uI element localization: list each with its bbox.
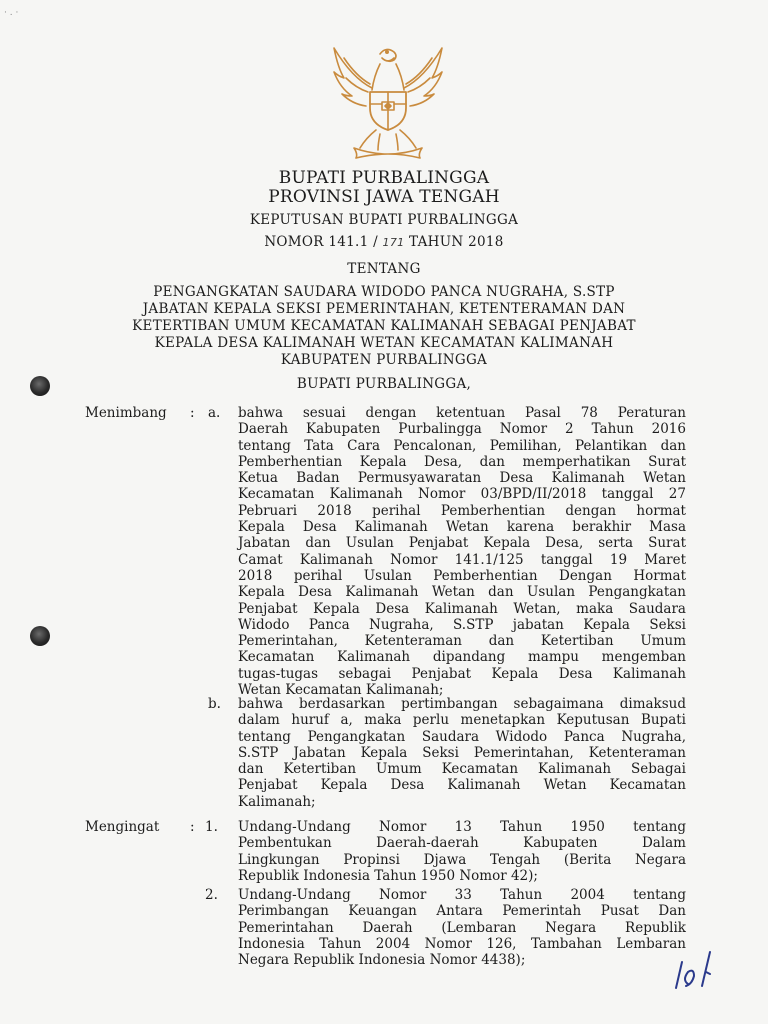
tentang-heading: TENTANG (347, 261, 421, 277)
text-line: bahwa sesuai dengan ketentuan Pasal 78 Peraturan (238, 405, 686, 421)
text-line: tentang Tata Cara Pencalonan, Pemilihan, Pelantikan dan (238, 437, 686, 454)
text-line: Pebruari 2018 perihal Pemberhentian dengan hormat (238, 502, 686, 519)
text-line: Jabatan dan Usulan Penjabat Kepala Desa, serta Surat (238, 535, 686, 552)
text-line: Daerah Kabupaten Purbalingga Nomor 2 Tahun 2016 (238, 421, 686, 438)
text-line: Pembentukan Daerah-daerah Kabupaten Dalam (238, 835, 686, 852)
text-line: Penjabat Kepala Desa Kalimanah Wetan Kecamatan (238, 777, 686, 794)
text-line: Indonesia Tahun 2004 Nomor 126, Tambahan Lembaran (238, 935, 686, 952)
text-line: 2018 perihal Usulan Pemberhentian Dengan Hormat (238, 567, 686, 584)
punch-hole (30, 376, 50, 396)
punch-hole (30, 626, 50, 646)
mengingat-label: Mengingat (85, 819, 160, 835)
text-line: Wetan Kecamatan Kalimanah; (238, 682, 444, 699)
subject-line: KABUPATEN PURBALINGGA (280, 352, 488, 368)
text-line: Undang-Undang Nomor 13 Tahun 1950 tentang (238, 819, 686, 835)
menimbang-clause-b (238, 696, 686, 810)
menimbang-label: Menimbang (85, 405, 167, 421)
number-suffix: TAHUN 2018 (409, 234, 504, 250)
text-line: Kepala Desa Kalimanah Wetan karena berakhir Masa (238, 519, 686, 536)
text-line: Negara Republik Indonesia Nomor 4438); (238, 952, 526, 969)
text-line: dalam huruf a, maka perlu menetapkan Keputusan Bupati (238, 712, 686, 729)
text-line: tentang Pengangkatan Saudara Widodo Panca Nugraha, (238, 728, 686, 745)
decree-number (0, 234, 768, 250)
text-line: Undang-Undang Nomor 33 Tahun 2004 tentang (238, 887, 686, 903)
issuer-title: BUPATI PURBALINGGA (278, 168, 490, 188)
mengingat-item-2 (238, 887, 686, 968)
mengingat-item-1 (238, 819, 686, 884)
subject-line: KETERTIBAN UMUM KECAMATAN KALIMANAH SEBAGAI PENJABAT (132, 318, 636, 334)
text-line: Kepala Desa Kalimanah Wetan dan Usulan Pengangkatan (238, 584, 686, 601)
text-line: Lingkungan Propinsi Djawa Tengah (Berita Negara (238, 851, 686, 868)
clause-marker: 2. (205, 887, 218, 903)
number-prefix: NOMOR 141.1 / (264, 234, 378, 250)
clause-marker: a. (208, 405, 221, 421)
text-line: Republik Indonesia Tahun 1950 Nomor 42); (238, 867, 538, 884)
text-line: Widodo Panca Nugraha, S.STP jabatan Kepala Seksi (238, 616, 686, 633)
subject-line: KEPALA DESA KALIMANAH WETAN KECAMATAN KALIMANAH (154, 335, 614, 351)
text-line: Kalimanah; (238, 793, 316, 810)
signature-initials-icon (668, 944, 738, 992)
text-line: bahwa berdasarkan pertimbangan sebagaimana dimaksud (238, 696, 686, 712)
menimbang-clause-a (238, 405, 686, 698)
menimbang-colon: : (190, 405, 195, 421)
text-line: tugas-tugas sebagai Penjabat Kepala Desa Kalimanah (238, 665, 686, 682)
decree-title: KEPUTUSAN BUPATI PURBALINGGA (249, 212, 519, 228)
clause-marker: 1. (205, 819, 218, 835)
subject-line: JABATAN KEPALA SEKSI PEMERINTAHAN, KETENTERAMAN DAN (142, 301, 626, 317)
authority-heading: BUPATI PURBALINGGA, (296, 376, 472, 392)
mengingat-colon: : (190, 819, 195, 835)
text-line: Penjabat Kepala Desa Kalimanah Wetan, maka Saudara (238, 600, 686, 617)
scan-mark: · . · (4, 8, 19, 18)
clause-marker: b. (208, 696, 221, 712)
garuda-emblem-icon (324, 40, 452, 164)
text-line: Pemberhentian Kepala Desa, dan memperhatikan Surat (238, 453, 686, 470)
text-line: Kecamatan Kalimanah dipandang mampu mengemban (238, 649, 686, 666)
text-line: dan Ketertiban Umum Kecamatan Kalimanah Sebagai (238, 761, 686, 778)
subject-line: PENGANGKATAN SAUDARA WIDODO PANCA NUGRAHA, S.STP (153, 284, 615, 300)
number-handwritten: 171 (382, 236, 405, 249)
text-line: Pemerintahan, Ketenteraman dan Ketertiban Umum (238, 633, 686, 650)
text-line: Perimbangan Keuangan Antara Pemerintah Pusat Dan (238, 903, 686, 920)
text-line: Camat Kalimanah Nomor 141.1/125 tanggal 19 Maret (238, 551, 686, 568)
text-line: Ketua Badan Permusyawaratan Desa Kalimanah Wetan (238, 470, 686, 487)
province-title: PROVINSI JAWA TENGAH (268, 187, 500, 207)
text-line: Kecamatan Kalimanah Nomor 03/BPD/II/2018 tanggal 27 (238, 486, 686, 503)
text-line: Pemerintahan Daerah (Lembaran Negara Republik (238, 919, 686, 936)
text-line: S.STP Jabatan Kepala Seksi Pemerintahan, Ketenteraman (238, 744, 686, 761)
